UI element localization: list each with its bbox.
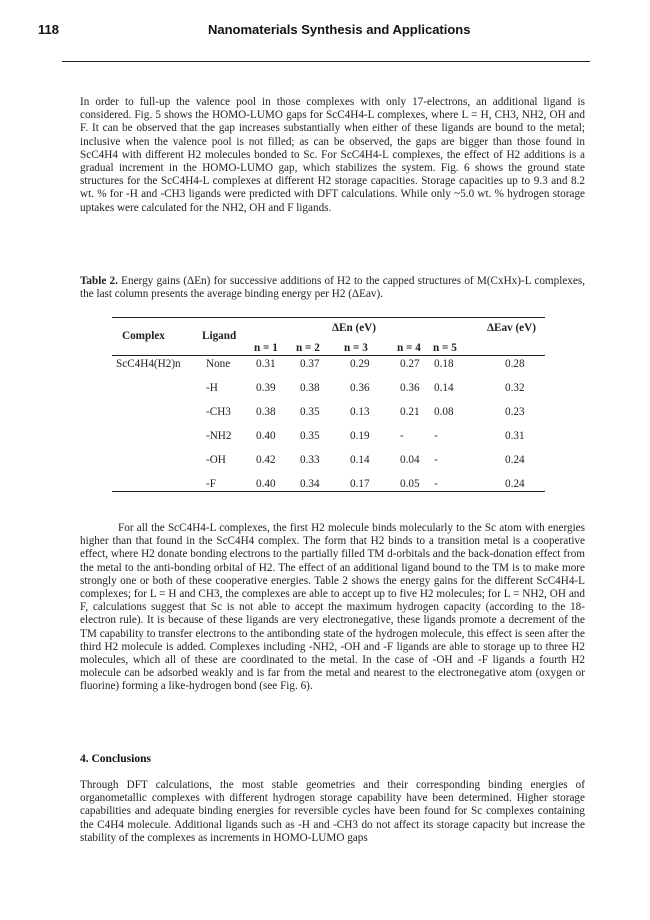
table-cell-value: 0.36	[350, 382, 370, 394]
table-cell-value: 0.35	[300, 406, 320, 418]
page-header	[38, 22, 598, 42]
table-cell-value: -	[434, 430, 438, 442]
table-cell-value: -	[434, 454, 438, 466]
table-cell-value: 0.14	[434, 382, 454, 394]
paragraph-intro: In order to full-up the valence pool in those complexes with only 17-electrons, an additional ligand is considered. Fig. 5 shows the HOMO-LUMO gaps for ScC4H4-L complexes, where L = H, CH3, NH2, OH and F. It can be observed that the gap increases substantially when either of these ligands are bound to the metal; inclusive when the valence pool is not filled; as can be observed, the gaps are bigger than those found in ScC4H4 with different H2 molecules bonded to Sc. For ScC4H4-L complexes, the effect of H2 additions is a gradual increment in the HOMO-LUMO gap, which stabilizes the system. Fig. 6 shows the ground state structures for the ScC4H4-L complexes at different H2 storage capacities. Storage capacities up to 9.3 and 8.2 wt. % for -H and -CH3 ligands were predicted with DFT calculations. While only ~5.0 wt. % hydrogen storage uptakes were calculated for the NH2, OH and F ligands.	[80, 96, 585, 214]
section-heading-conclusions: 4. Conclusions	[80, 753, 151, 765]
table-cell-average: 0.31	[505, 430, 525, 442]
table-cell-value: 0.35	[300, 430, 320, 442]
table-cell-value: 0.04	[400, 454, 420, 466]
table-cell-average: 0.28	[505, 358, 525, 370]
table-cell-value: 0.18	[434, 358, 454, 370]
header-complex: Complex	[122, 330, 165, 342]
table-cell-average: 0.24	[505, 478, 525, 490]
header-ligand: Ligand	[202, 330, 237, 342]
table-cell-ligand: -OH	[206, 454, 226, 466]
header-delta-eav: ΔEav (eV)	[487, 322, 536, 334]
table-cell-ligand: None	[206, 358, 231, 370]
table-cell-value: -	[400, 430, 404, 442]
table-top-rule	[112, 317, 545, 318]
table-cell-value: 0.37	[300, 358, 320, 370]
header-n5: n = 5	[433, 342, 457, 354]
table-cell-value: 0.34	[300, 478, 320, 490]
header-n3: n = 3	[344, 342, 368, 354]
table-cell-ligand: -F	[206, 478, 216, 490]
table-cell-value: 0.21	[400, 406, 420, 418]
table-cell-average: 0.23	[505, 406, 525, 418]
header-n1: n = 1	[254, 342, 278, 354]
table-cell-value: 0.27	[400, 358, 420, 370]
table-cell-value: 0.40	[256, 430, 276, 442]
table-caption-text: Energy gains (ΔEn) for successive additions of H2 to the capped structures of M(CxHx)-L complexes, the last column presents the average binding energy per H2 (ΔEav).	[80, 275, 586, 301]
table-cell-ligand: -H	[206, 382, 218, 394]
table-caption-label: Table 2.	[80, 275, 118, 287]
table-cell-value: 0.19	[350, 430, 370, 442]
table-cell-value: 0.38	[256, 406, 276, 418]
table-cell-average: 0.32	[505, 382, 525, 394]
table-cell-value: 0.38	[300, 382, 320, 394]
table-cell-value: 0.08	[434, 406, 454, 418]
paragraph-discussion-text: For all the ScC4H4-L complexes, the first H2 molecule binds molecularly to the Sc atom with energies higher than that found in the ScC4H4 complex. The form that H2 binds to a transition metal is a cooperative effect, where H2 donate bonding electrons to the partially filled TM d-orbitals and the back-donation effect from the metal to the anti-bonding orbital of H2. The effect of an additional ligand bound to the TM is to make more strongly one or both of these cooperative energies. Table 2 shows the energy gains for the different ScC4H4-L complexes; for L = H and CH3, the complexes are able to accept up to five H2 molecules; for L = NH2, OH and F, calculations suggest that Sc is not able to accept the maximum hydrogen capacity (according to the 18-electron rule). It is because of these ligands are very electronegative, these ligands promote a decrement of the TM capability to transfer electrons to the antibonding state of the hydrogen molecule, this effect is seen after the third H2 molecule is added. Complexes including -NH2, -OH and -F ligands are able to storage up to three H2 molecules, which all of these are coordinated to the metal. In the case of -OH and -F ligands a fourth H2 molecule can be adsorbed weakly and is far from the metal and nearest to the electronegative atom (oxygen or fluorine) forming a like-hydrogen bond (see Fig. 6).	[80, 522, 585, 693]
header-n2: n = 2	[296, 342, 320, 354]
table-cell-value: 0.39	[256, 382, 276, 394]
table-cell-value: 0.33	[300, 454, 320, 466]
table-cell-value: 0.36	[400, 382, 420, 394]
table-bottom-rule	[112, 491, 545, 492]
header-rule	[62, 61, 590, 62]
table-cell-ligand: -NH2	[206, 430, 232, 442]
running-head: Nanomaterials Synthesis and Applications	[208, 22, 471, 37]
table-cell-value: 0.14	[350, 454, 370, 466]
table-caption	[80, 275, 585, 302]
page-number: 118	[38, 22, 59, 37]
table-cell-value: 0.17	[350, 478, 370, 490]
table-cell-average: 0.24	[505, 454, 525, 466]
table-cell-value: 0.40	[256, 478, 276, 490]
header-delta-en: ΔEn (eV)	[332, 322, 376, 334]
table-cell-value: 0.31	[256, 358, 276, 370]
table-cell-value: 0.42	[256, 454, 276, 466]
table-cell-value: -	[434, 478, 438, 490]
table-cell-ligand: -CH3	[206, 406, 231, 418]
header-n4: n = 4	[397, 342, 421, 354]
complex-name: ScC4H4(H2)n	[116, 358, 181, 370]
paragraph-discussion	[80, 522, 585, 694]
paragraph-conclusions: Through DFT calculations, the most stable geometries and their corresponding binding energies of organometallic complexes with different hydrogen storage capability have been determined. Higher storage capabilities and adequate binding energies for reversible cycles have been found for Sc complexes containing the C4H4 molecule. Additional ligands such as -H and -CH3 do not affect its storage capacity but increase the stability of the complexes as increments in HOMO-LUMO gaps	[80, 779, 585, 844]
table-cell-value: 0.05	[400, 478, 420, 490]
table-header-rule	[112, 355, 545, 356]
table-cell-value: 0.29	[350, 358, 370, 370]
table-cell-value: 0.13	[350, 406, 370, 418]
